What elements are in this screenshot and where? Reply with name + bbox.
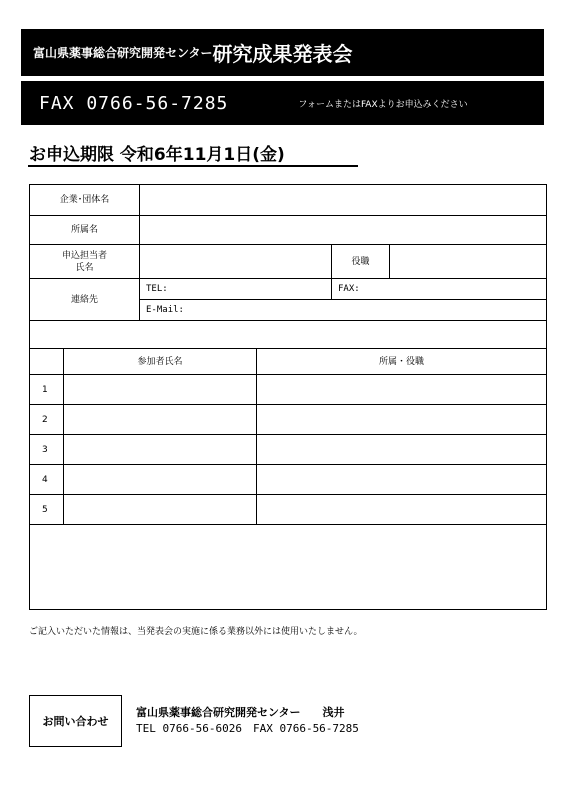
fax-label: FAX:: [338, 284, 360, 294]
event-title: 研究成果発表会: [212, 42, 353, 66]
participant-name-field[interactable]: [64, 495, 257, 525]
row-number: 1: [30, 375, 64, 405]
table-row: [30, 435, 547, 465]
row-number: 5: [30, 495, 64, 525]
title-banner: [21, 29, 544, 76]
participant-name-field[interactable]: [64, 465, 257, 495]
participant-dept-field[interactable]: [257, 435, 547, 465]
tel-field[interactable]: [140, 279, 332, 300]
fax-field[interactable]: [332, 279, 547, 300]
row-number: 3: [30, 435, 64, 465]
fax-number: FAX 0766-56-7285: [39, 92, 229, 114]
participant-name-field[interactable]: [64, 405, 257, 435]
spacer-row: [30, 321, 547, 349]
participant-dept-header: 所属・役職: [257, 349, 547, 375]
applicant-label-line1: 申込担当者: [62, 250, 108, 261]
participant-name-field[interactable]: [64, 375, 257, 405]
position-field[interactable]: [390, 245, 547, 279]
applicant-label: [30, 245, 140, 279]
deadline-underline: [28, 165, 358, 167]
application-form: [29, 184, 547, 610]
contact-box: [29, 695, 122, 747]
contact-org-person: 富山県薬事総合研究開発センター 浅井: [136, 706, 345, 719]
deadline-text: お申込期限 令和6年11月1日(金): [29, 145, 285, 165]
table-row: [30, 375, 547, 405]
table-row: [30, 495, 547, 525]
email-label: E-Mail:: [146, 305, 184, 315]
participant-dept-field[interactable]: [257, 495, 547, 525]
contact-info: [136, 705, 359, 737]
participant-dept-field[interactable]: [257, 405, 547, 435]
submit-note: フォームまたはFAXよりお申込みください: [298, 99, 468, 110]
row-number: 2: [30, 405, 64, 435]
organization-name: 富山県薬事総合研究開発センター: [33, 46, 213, 60]
tel-label: TEL:: [146, 284, 168, 294]
company-field[interactable]: [140, 185, 547, 216]
contact-box-label: お問い合わせ: [42, 715, 109, 728]
participant-dept-field[interactable]: [257, 375, 547, 405]
participant-name-header: 参加者氏名: [64, 349, 257, 375]
table-row: [30, 465, 547, 495]
number-header: [30, 349, 64, 375]
fax-banner: [21, 81, 544, 125]
row-number: 4: [30, 465, 64, 495]
position-label: 役職: [332, 245, 390, 279]
email-field[interactable]: [140, 300, 547, 321]
department-field[interactable]: [140, 216, 547, 245]
applicant-label-line2: 氏名: [75, 262, 94, 273]
participant-dept-field[interactable]: [257, 465, 547, 495]
contact-numbers: TEL 0766-56-6026 FAX 0766-56-7285: [136, 722, 359, 735]
department-label: 所属名: [30, 216, 140, 245]
applicant-field[interactable]: [140, 245, 332, 279]
participant-name-field[interactable]: [64, 435, 257, 465]
table-row: [30, 405, 547, 435]
contact-label: 連絡先: [30, 279, 140, 321]
privacy-note: ご記入いただいた情報は、当発表会の実施に係る業務以外には使用いたしません。: [29, 627, 363, 637]
company-label: 企業･団体名: [30, 185, 140, 216]
remarks-field[interactable]: [30, 525, 547, 610]
